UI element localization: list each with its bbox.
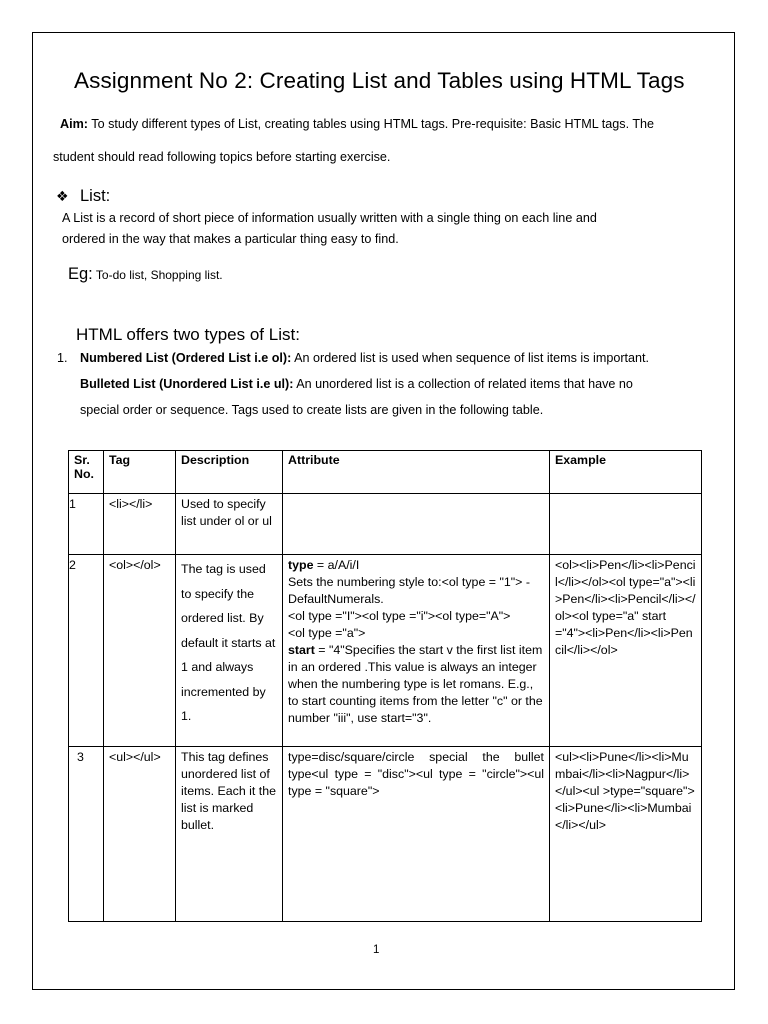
list-number: 1. xyxy=(57,351,68,365)
table-row xyxy=(69,494,702,555)
cell-sr: 2 xyxy=(69,555,104,747)
list-types-heading: HTML offers two types of List: xyxy=(76,325,300,344)
list-heading xyxy=(56,187,110,206)
unordered-list-item xyxy=(57,371,717,397)
example-line xyxy=(68,265,223,284)
ordered-list-label: Numbered List (Ordered List i.e ol): xyxy=(80,351,292,365)
cell-attribute xyxy=(283,555,550,747)
list-definition-line-2: ordered in the way that makes a particular thing easy to find. xyxy=(62,232,399,246)
cell-example: <ol><li>Pen</li><li>Pencil</li></ol><ol type="a"><li>Pen</li><li>Pencil</li></ol><ol type="a" start="4"><li>Pen</li><li>Pencil</li></ol> xyxy=(550,555,702,747)
unordered-list-text: An unordered list is a collection of related items that have no xyxy=(293,377,633,391)
ordered-list-text: An ordered list is used when sequence of list items is important. xyxy=(291,351,650,365)
attr-type-label: type xyxy=(288,558,314,572)
cell-example: <ul><li>Pune</li><li>Mumbai</li><li>Nagpur</li></ul><ul >type="square"><li>Pune</li><li>Mumbai</li></ul> xyxy=(550,747,702,922)
unordered-list-item-cont: special order or sequence. Tags used to create lists are given in the following table. xyxy=(80,403,544,417)
ordered-list-item xyxy=(57,345,717,371)
list-definition xyxy=(62,208,702,250)
list-definition-line-1: A List is a record of short piece of information usually written with a single thing on each line and xyxy=(62,211,597,225)
aim-label: Aim: xyxy=(60,117,88,131)
example-text: To-do list, Shopping list. xyxy=(92,268,223,282)
attr-type-a-line: <ol type ="a"> xyxy=(288,626,366,640)
unordered-list-label: Bulleted List (Unordered List i.e ul): xyxy=(80,377,294,391)
col-header-sr-no: Sr. No. xyxy=(69,451,104,494)
cell-sr: 3 xyxy=(69,747,104,922)
attr-types-line: <ol type ="I"><ol type ="i"><ol type="A"> xyxy=(288,609,511,623)
col-header-tag: Tag xyxy=(104,451,176,494)
list-heading-text: List: xyxy=(80,187,111,205)
aim-line-2: student should read following topics before starting exercise. xyxy=(53,150,391,164)
page-number: 1 xyxy=(373,944,380,956)
html-list-tags-table xyxy=(68,450,702,922)
attr-start-line xyxy=(288,642,544,727)
table-row xyxy=(69,747,702,922)
cell-description: This tag defines unordered list of items. Each it the list is marked bullet. xyxy=(176,747,283,922)
table-header-row xyxy=(69,451,702,494)
attr-type-line xyxy=(288,557,544,574)
attr-start-text: = "4"Specifies the start v the first list item in an ordered .This value is always an integer when the numbering type is let romans. E.g., to start counting items from the letter "c" or the number "iii", use start="3". xyxy=(288,643,543,725)
attr-numbering-line: Sets the numbering style to:<ol type = "1"> - DefaultNumerals. xyxy=(288,575,530,606)
cell-attribute xyxy=(283,494,550,555)
cell-attribute: type=disc/square/circle special the bullet type<ul type = "disc"><ul type = "circle"><ul type = "square"> xyxy=(283,747,550,922)
list-types xyxy=(57,345,717,423)
col-header-description: Description xyxy=(176,451,283,494)
aim-paragraph xyxy=(53,108,713,174)
table-row xyxy=(69,555,702,747)
cell-description: The tag is used to specify the ordered list. By default it starts at 1 and always incremented by 1. xyxy=(176,555,283,747)
cell-description: Used to specify list under ol or ul xyxy=(176,494,283,555)
col-header-example: Example xyxy=(550,451,702,494)
aim-text: To study different types of List, creating tables using HTML tags. Pre-requisite: Basic HTML tags. The xyxy=(88,117,655,131)
page-title: Assignment No 2: Creating List and Tables using HTML Tags xyxy=(74,68,685,93)
cell-sr: 1 xyxy=(69,494,104,555)
diamond-bullet-icon: ❖ xyxy=(56,188,69,204)
aim-line-1 xyxy=(53,108,713,141)
cell-tag: <ol></ol> xyxy=(104,555,176,747)
cell-example xyxy=(550,494,702,555)
col-header-attribute: Attribute xyxy=(283,451,550,494)
example-label: Eg: xyxy=(68,265,93,283)
cell-tag: <ul></ul> xyxy=(104,747,176,922)
attr-start-label: start xyxy=(288,643,315,657)
cell-tag: <li></li> xyxy=(104,494,176,555)
attr-type-text: = a/A/i/I xyxy=(313,558,360,572)
